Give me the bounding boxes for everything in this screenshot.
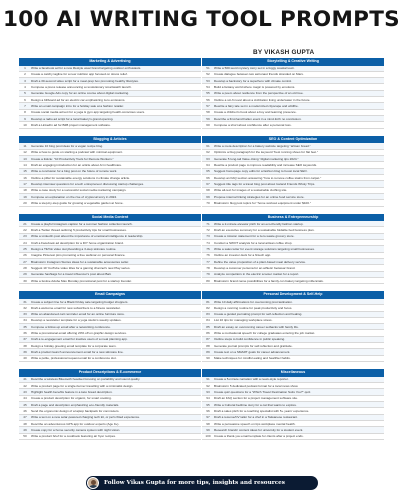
prompt-number: 26: [23, 253, 27, 258]
prompt-text: Generate journal prompts for self-reflection and gratitude.: [214, 343, 293, 348]
prompt-number: 62: [206, 150, 210, 155]
prompt-number: 91: [206, 377, 210, 382]
prompt-number: 16: [23, 175, 27, 180]
prompt-text: Imagine Pinterest pins promoting a free webinar on personal finance.: [31, 253, 126, 258]
left-column: [19, 58, 201, 447]
prompt-number: 38: [23, 343, 27, 348]
prompt-number: 28: [23, 266, 27, 271]
section-heading: Email Campaigns: [19, 291, 201, 299]
prompt-number: 19: [23, 194, 27, 199]
prompt-number: 92: [206, 383, 210, 388]
prompt-text: Create a thank-you email template for clients after a project ends.: [214, 434, 304, 439]
prompt-row: [202, 356, 384, 362]
prompt-text: Write a facebook ad for a new lifestyle wear brand targeting outdoor enthusiasts.: [31, 66, 142, 71]
prompt-text: Describe an adventurous GPS app for outdoor experts (Age 9+).: [31, 421, 120, 426]
prompt-number: 37: [23, 337, 27, 342]
prompt-section: [19, 136, 201, 207]
prompt-number: 84: [206, 318, 210, 323]
prompt-section: [19, 214, 201, 285]
prompt-number: 52: [206, 72, 210, 77]
prompt-number: 80: [206, 278, 210, 283]
prompt-number: 24: [23, 240, 27, 245]
prompt-text: Develop an FAQ section answering "how to remove coffee stains from carpet.": [214, 175, 322, 180]
prompt-list: [202, 377, 384, 440]
prompt-text: Draft a Twitter thread outlining 5 productivity tips for small businesses.: [31, 228, 127, 233]
prompt-number: 30: [23, 278, 27, 283]
prompt-section: [202, 291, 384, 362]
prompt-text: Write a how-to guide on starting a podcast with minimal equipment.: [31, 150, 123, 155]
section-heading: Blogging & Articles: [19, 136, 201, 144]
prompt-text: Create a catchy tagline for a new nutrition app focused on stress relief.: [31, 72, 128, 77]
prompt-text: Create a subject line for a Black Friday sale targeting budget shoppers.: [31, 299, 129, 304]
prompt-number: 51: [206, 66, 210, 71]
prompt-text: Draft a 30-second video script for a meal-prep box promoting healthy lifestyles.: [31, 78, 139, 83]
prompt-number: 97: [206, 415, 210, 420]
prompt-number: 89: [206, 350, 210, 355]
prompt-row: [202, 122, 384, 128]
prompt-number: 23: [23, 234, 27, 239]
prompt-text: Write an email campaign intro for a holiday sale at a fashion retailer.: [31, 104, 124, 109]
prompt-number: 65: [206, 169, 210, 174]
prompt-number: 27: [23, 259, 27, 264]
prompt-number: 15: [23, 169, 27, 174]
prompt-number: 50: [23, 434, 27, 439]
prompt-text: Create a playful Instagram caption for a summer fashion collection launch.: [31, 221, 133, 226]
prompt-number: 71: [206, 221, 210, 226]
prompt-number: 11: [23, 143, 27, 148]
prompt-list: [19, 299, 201, 362]
prompt-text: Create a 5-minute narration with a news-style reporter.: [214, 377, 289, 382]
prompt-number: 58: [206, 110, 210, 115]
prompt-list: [202, 299, 384, 362]
prompt-text: Draft a product launch announcement email for a new skincare line.: [31, 350, 124, 355]
prompt-number: 5: [24, 91, 26, 96]
prompt-section: [202, 136, 384, 207]
prompt-text: Brainstorm brand name possibilities for a family-run bakery targeting millennials.: [214, 278, 324, 283]
section-heading: Storytelling & Creative Writing: [202, 58, 384, 66]
prompt-text: Write a text on a new solar-powered charging tech kit, or pet's fitted experience.: [31, 415, 141, 420]
prompt-number: 67: [206, 181, 210, 186]
section-heading: Marketing & Advertising: [19, 58, 201, 66]
prompt-text: Brainstorm Instagram Stories ideas for a sustainable accessories seller.: [31, 259, 130, 264]
prompt-number: 4: [24, 85, 26, 90]
prompt-text: Create copy for a home security camera system with night vision.: [31, 427, 121, 432]
prompt-text: Write an abandoned cart reminder email for an online furniture store.: [31, 312, 125, 317]
prompt-text: Rewrite a fairy tale set in a modernized cityscape and wildfire.: [214, 104, 299, 109]
prompt-text: Draft an essay on overcoming career setbacks with family life.: [214, 324, 299, 329]
prompt-text: Highlight health benefits feature in a keto bread description.: [31, 389, 113, 394]
prompt-text: Build a fantasy world where magic is powered by emotions.: [214, 85, 296, 90]
prompt-text: Make techniques for mindful eating and healthier habits.: [214, 356, 291, 361]
prompt-text: Create a guided journaling prompt for self-reflection and healing.: [214, 312, 303, 317]
prompt-text: Define the value proposition of a plant-based meal delivery service.: [214, 259, 307, 264]
prompt-text: Create a children's book about a boy and learning presence.: [214, 110, 297, 115]
prompt-section: [202, 214, 384, 285]
prompt-text: Draft an FAQ section for a project management software site.: [214, 396, 298, 401]
prompt-number: 29: [23, 272, 27, 277]
prompt-text: Create a listicle: "10 Productivity Tools for Remote Workers.": [31, 156, 114, 161]
section-heading: SEO & Content Optimization: [202, 136, 384, 144]
prompt-number: 44: [23, 396, 27, 401]
prompt-number: 43: [23, 389, 27, 394]
page-title: 100 AI WRITING TOOL PROMPTS: [3, 7, 400, 32]
section-heading: Personal Development & Self-Help: [202, 291, 384, 299]
prompt-number: 33: [23, 312, 27, 317]
prompt-text: Outline a sci-fi novel about a civilization living underwater in the future.: [214, 97, 311, 102]
prompt-text: Create a mission statement for a zero-waste grocery store.: [214, 234, 295, 239]
prompt-text: Craft a Facebook ad description for a DIY home organization brand.: [31, 240, 124, 245]
prompt-text: Develop a customer persona for an athletic footwear brand.: [214, 266, 296, 271]
prompt-number: 36: [23, 331, 27, 336]
prompt-number: 7: [24, 104, 26, 109]
prompt-number: 32: [23, 305, 27, 310]
follow-banner[interactable]: [86, 476, 318, 490]
prompt-number: 49: [23, 427, 27, 432]
prompt-number: 48: [23, 421, 27, 426]
prompt-number: 20: [23, 200, 27, 205]
prompt-list: [19, 66, 201, 129]
prompt-text: Generate Google Ads copy for an online course about digital marketing.: [31, 91, 130, 96]
prompt-text: Compose a short about confidence after a personal loss.: [214, 123, 292, 128]
prompt-text: Optimize a blog paragraph for the keyword "best running shoes for flat feet.": [214, 150, 319, 155]
prompt-section: [202, 369, 384, 440]
section-heading: Social Media Content: [19, 214, 201, 222]
prompt-number: 68: [206, 188, 210, 193]
prompt-section: [19, 58, 201, 129]
prompt-number: 46: [23, 408, 27, 413]
prompt-text: Generate hashtags for a travel influencer's post about Bali.: [31, 272, 112, 277]
prompt-text: Compose an explanation on the rise of cryptocurrency in 2024.: [31, 194, 117, 199]
section-heading: Miscellaneous: [202, 369, 384, 377]
prompt-row: [19, 356, 201, 362]
prompt-section: [19, 369, 201, 440]
follow-text: Follow Vikas Gupta for more tips, insights and resources: [104, 480, 285, 486]
prompt-number: 77: [206, 259, 210, 264]
prompt-section: [202, 58, 384, 129]
prompt-number: 66: [206, 175, 210, 180]
prompt-row: [202, 434, 384, 440]
prompt-text: Develop a backstory for a superhero with climate control.: [214, 78, 292, 83]
prompt-number: 74: [206, 240, 210, 245]
prompt-text: Create dialogue between two astronaut friends stranded on Mars.: [214, 72, 304, 77]
prompt-text: Create a product description for organic, for smart cooking.: [31, 396, 112, 401]
prompt-text: Create text on a SMART goals for career advancement.: [214, 350, 291, 355]
prompt-number: 88: [206, 343, 210, 348]
prompt-text: Propose internal linking strategies for an online food service store.: [214, 194, 305, 199]
prompt-number: 10: [23, 123, 27, 128]
prompt-row: [19, 200, 201, 206]
prompt-number: 8: [24, 110, 26, 115]
prompt-number: 9: [24, 116, 26, 121]
prompt-number: 17: [23, 181, 27, 186]
prompt-number: 81: [206, 299, 210, 304]
prompt-number: 12: [23, 150, 27, 155]
prompt-number: 99: [206, 427, 210, 432]
prompt-text: Draft an engaging introduction for an article about AI in healthcare.: [31, 162, 122, 167]
prompt-number: 42: [23, 383, 27, 388]
prompt-number: 98: [206, 421, 210, 426]
prompt-text: Craft a re-engagement email for inactive users of a meal planning app.: [31, 337, 128, 342]
prompt-text: Write a motivational speech for college graduates entering the job market.: [214, 331, 316, 336]
prompt-list: [19, 221, 201, 284]
prompt-number: 61: [206, 143, 210, 148]
prompt-text: Write a step-by-step guide for growing a vegetable garden at home.: [31, 200, 124, 205]
prompt-number: 94: [206, 396, 210, 401]
prompt-row: [202, 200, 384, 206]
prompt-text: Write alt-text for images of a sustainable clothing site.: [214, 188, 288, 193]
prompt-number: 1: [24, 66, 26, 71]
prompt-number: 72: [206, 228, 210, 233]
prompt-text: Draft a sales pitch for a coaching specialist with 5+ years' experience.: [214, 408, 310, 413]
prompt-row: [19, 434, 201, 440]
prompt-number: 6: [24, 97, 26, 102]
prompt-text: List 10 tips for managing workplace stress.: [214, 318, 273, 323]
prompt-number: 64: [206, 162, 210, 167]
prompt-section: [19, 291, 201, 362]
prompt-list: [202, 221, 384, 284]
prompt-list: [19, 377, 201, 440]
prompt-number: 78: [206, 266, 210, 271]
prompt-text: Design a billboard ad for an electric car emphasizing zero emissions.: [31, 97, 126, 102]
prompt-row: [19, 122, 201, 128]
prompt-list: [202, 66, 384, 129]
prompt-text: Write a conclusion for a blog post on the future of remote work.: [31, 169, 118, 174]
prompt-number: 31: [23, 299, 27, 304]
prompt-number: 53: [206, 78, 210, 83]
prompt-text: Outline a pillar for sustainable energy solutions in climate change article.: [31, 175, 131, 180]
prompt-text: Write a meta description for a bakery website targeting "artisan bread.": [214, 143, 311, 148]
prompt-number: 100: [205, 434, 211, 439]
prompt-number: 34: [23, 318, 27, 323]
prompt-number: 76: [206, 253, 210, 258]
prompt-text: Suggest title tags for a travel blog post about Iceland Friends Wholy Trips.: [214, 181, 316, 186]
prompt-number: 41: [23, 377, 27, 382]
prompt-text: Write a case study for a successful social media marketing campaign.: [31, 188, 127, 193]
prompt-text: Rewrite a product page to improve readability and increase SEO keywords.: [214, 162, 318, 167]
prompt-text: Create social media ad text for a yoga & gym app targeting health-conscious users.: [31, 110, 146, 115]
prompt-number: 3: [24, 78, 26, 83]
prompt-text: Draft a page and description emphasizing eco-friendly materials.: [31, 402, 120, 407]
prompt-number: 85: [206, 324, 210, 329]
prompt-number: 69: [206, 194, 210, 199]
right-column: [202, 58, 384, 447]
prompt-number: 95: [206, 402, 210, 407]
prompt-text: Outline an investor deck for a fintech app.: [214, 253, 272, 258]
prompt-text: Develop a newsletter template for a yoga studio's weekly updates.: [31, 318, 122, 323]
prompt-number: 79: [206, 272, 210, 277]
prompt-text: Write a product page for a single-burner travelling with a minimalist design.: [31, 383, 134, 388]
prompt-text: Write a product brief for a cookbook featuring air fryer recipes.: [31, 434, 116, 439]
prompt-text: Write a promotional email offering 20% off on graphic design services.: [31, 331, 127, 336]
prompt-number: 55: [206, 91, 210, 96]
prompt-number: 75: [206, 247, 210, 252]
prompt-text: Draft a LinkedIn ad for B2B project management software.: [31, 123, 111, 128]
prompt-text: Draft an executive summary for a sustainable foldable bed business plan.: [214, 228, 315, 233]
prompt-number: 70: [206, 200, 210, 205]
prompt-text: Develop interview questions for a tech entrepreneur discussing startup challenges.: [31, 181, 144, 186]
section-heading: Product Descriptions & E-commerce: [19, 369, 201, 377]
prompt-number: 25: [23, 247, 27, 252]
prompt-row: [19, 278, 201, 284]
prompt-text: Describe a first-hand Fallen event in a mind-forth no conclusion.: [214, 116, 302, 121]
prompt-number: 57: [206, 104, 210, 109]
prompt-number: 21: [23, 221, 27, 226]
avatar: [87, 477, 99, 489]
prompt-text: Generate 10 blog post ideas for a vegan recipe blog.: [31, 143, 104, 148]
prompt-text: Write 10 daily affirmations for overcoming procrastination.: [214, 299, 293, 304]
prompt-number: 56: [206, 97, 210, 102]
prompt-text: Design a TikTok video storyboarding a 3-step skincare routine.: [31, 247, 117, 252]
prompt-number: 40: [23, 356, 27, 361]
prompt-number: 86: [206, 331, 210, 336]
prompt-number: 22: [23, 228, 27, 233]
prompt-text: Brainstorm blog post topics for "home workout equipment under $100.": [214, 200, 311, 205]
prompt-text: Design a morning routine for peak productivity and focus.: [214, 305, 293, 310]
prompt-number: 90: [206, 356, 210, 361]
prompt-text: Write a poem about resilience from the perspective of an old tree.: [214, 91, 304, 96]
prompt-text: Draft a resume/CV tailor for a chef in a Taiwanese restaurant.: [214, 415, 298, 420]
prompt-number: 18: [23, 188, 27, 193]
prompt-text: Research brands' content ideas for university for a student event.: [214, 427, 304, 432]
prompt-text: Write a sales letter for event storage solutions targeting small businesses.: [214, 247, 315, 252]
prompt-text: Compose a press release announcing a revolutionary smartwatch launch.: [31, 85, 132, 90]
prompt-text: Write a persuasive speech on tips workplace mental health.: [214, 421, 296, 426]
prompt-number: 73: [206, 234, 210, 239]
prompt-number: 59: [206, 116, 210, 121]
prompt-number: 47: [23, 415, 27, 420]
prompt-text: Generate 5 long-tail Value-Using "digital marketing tips 2024.": [214, 156, 299, 161]
prompt-number: 54: [206, 85, 210, 90]
prompt-number: 93: [206, 389, 210, 394]
prompt-text: Write a festive Adobe Max Monday promotional post for a startup founder.: [31, 278, 132, 283]
prompt-text: Send the ergonomic design of a laptop backpack for commuters.: [31, 408, 120, 413]
prompt-number: 45: [23, 402, 27, 407]
prompt-number: 14: [23, 162, 27, 167]
prompt-number: 35: [23, 324, 27, 329]
prompt-text: Write a 2-minute elevator pitch for an eco-friendly fashion startup.: [214, 221, 304, 226]
prompt-text: Write a polite, professional request email for a conference slot.: [31, 356, 117, 361]
prompt-number: 96: [206, 408, 210, 413]
prompt-number: 83: [206, 312, 210, 317]
prompt-list: [19, 143, 201, 206]
prompt-row: [202, 278, 384, 284]
prompt-text: Write a LinkedIn post about the importance of emotional intelligence in leadership.: [31, 234, 144, 239]
prompt-text: Brainstorm 5 dedicated podcast format for a local news show.: [214, 383, 299, 388]
prompt-text: Create quiz questions for a "Which Travel Destination Suits You?" quiz.: [214, 389, 312, 394]
prompt-number: 87: [206, 337, 210, 342]
prompt-text: Describe a wireless Bluetooth headset focusing on portability and sound quality.: [31, 377, 141, 382]
prompt-text: Design a holiday greeting email template for a corporate team.: [31, 343, 117, 348]
prompt-number: 63: [206, 156, 210, 161]
prompt-text: Analyze competitors in the electric scooter market for a report.: [214, 272, 300, 277]
prompt-list: [202, 143, 384, 206]
prompt-text: Conduct a SWOT analysis for a local artisan coffee shop.: [214, 240, 293, 245]
prompt-text: Write a Cultural bedtime story for a cat that wants to explore.: [214, 402, 297, 407]
prompt-text: Compose a follow-up email after a networking conference.: [31, 324, 111, 329]
prompt-text: Write a 500-word mystery story set in a foggy coastal town.: [214, 66, 295, 71]
author-byline: BY VIKASH GUPTA: [253, 49, 315, 56]
section-heading: Business & Entrepreneurship: [202, 214, 384, 222]
prompt-text: Draft a welcome email for new subscribers to a fitness newsletter.: [31, 305, 121, 310]
prompt-number: 39: [23, 350, 27, 355]
prompt-number: 60: [206, 123, 210, 128]
prompt-number: 2: [24, 72, 26, 77]
prompt-number: 82: [206, 305, 210, 310]
prompt-text: Suggest homepage copy edits for a fashion blog to boost local SEO.: [214, 169, 308, 174]
prompt-text: Outline steps to build confidence in public speaking.: [214, 337, 286, 342]
prompt-number: 13: [23, 156, 27, 161]
prompt-text: Suggest 10 YouTube video titles for a gaming channel's new Play series.: [31, 266, 131, 271]
prompt-text: Develop a radio ad script for a local bakery's grand opening.: [31, 116, 114, 121]
